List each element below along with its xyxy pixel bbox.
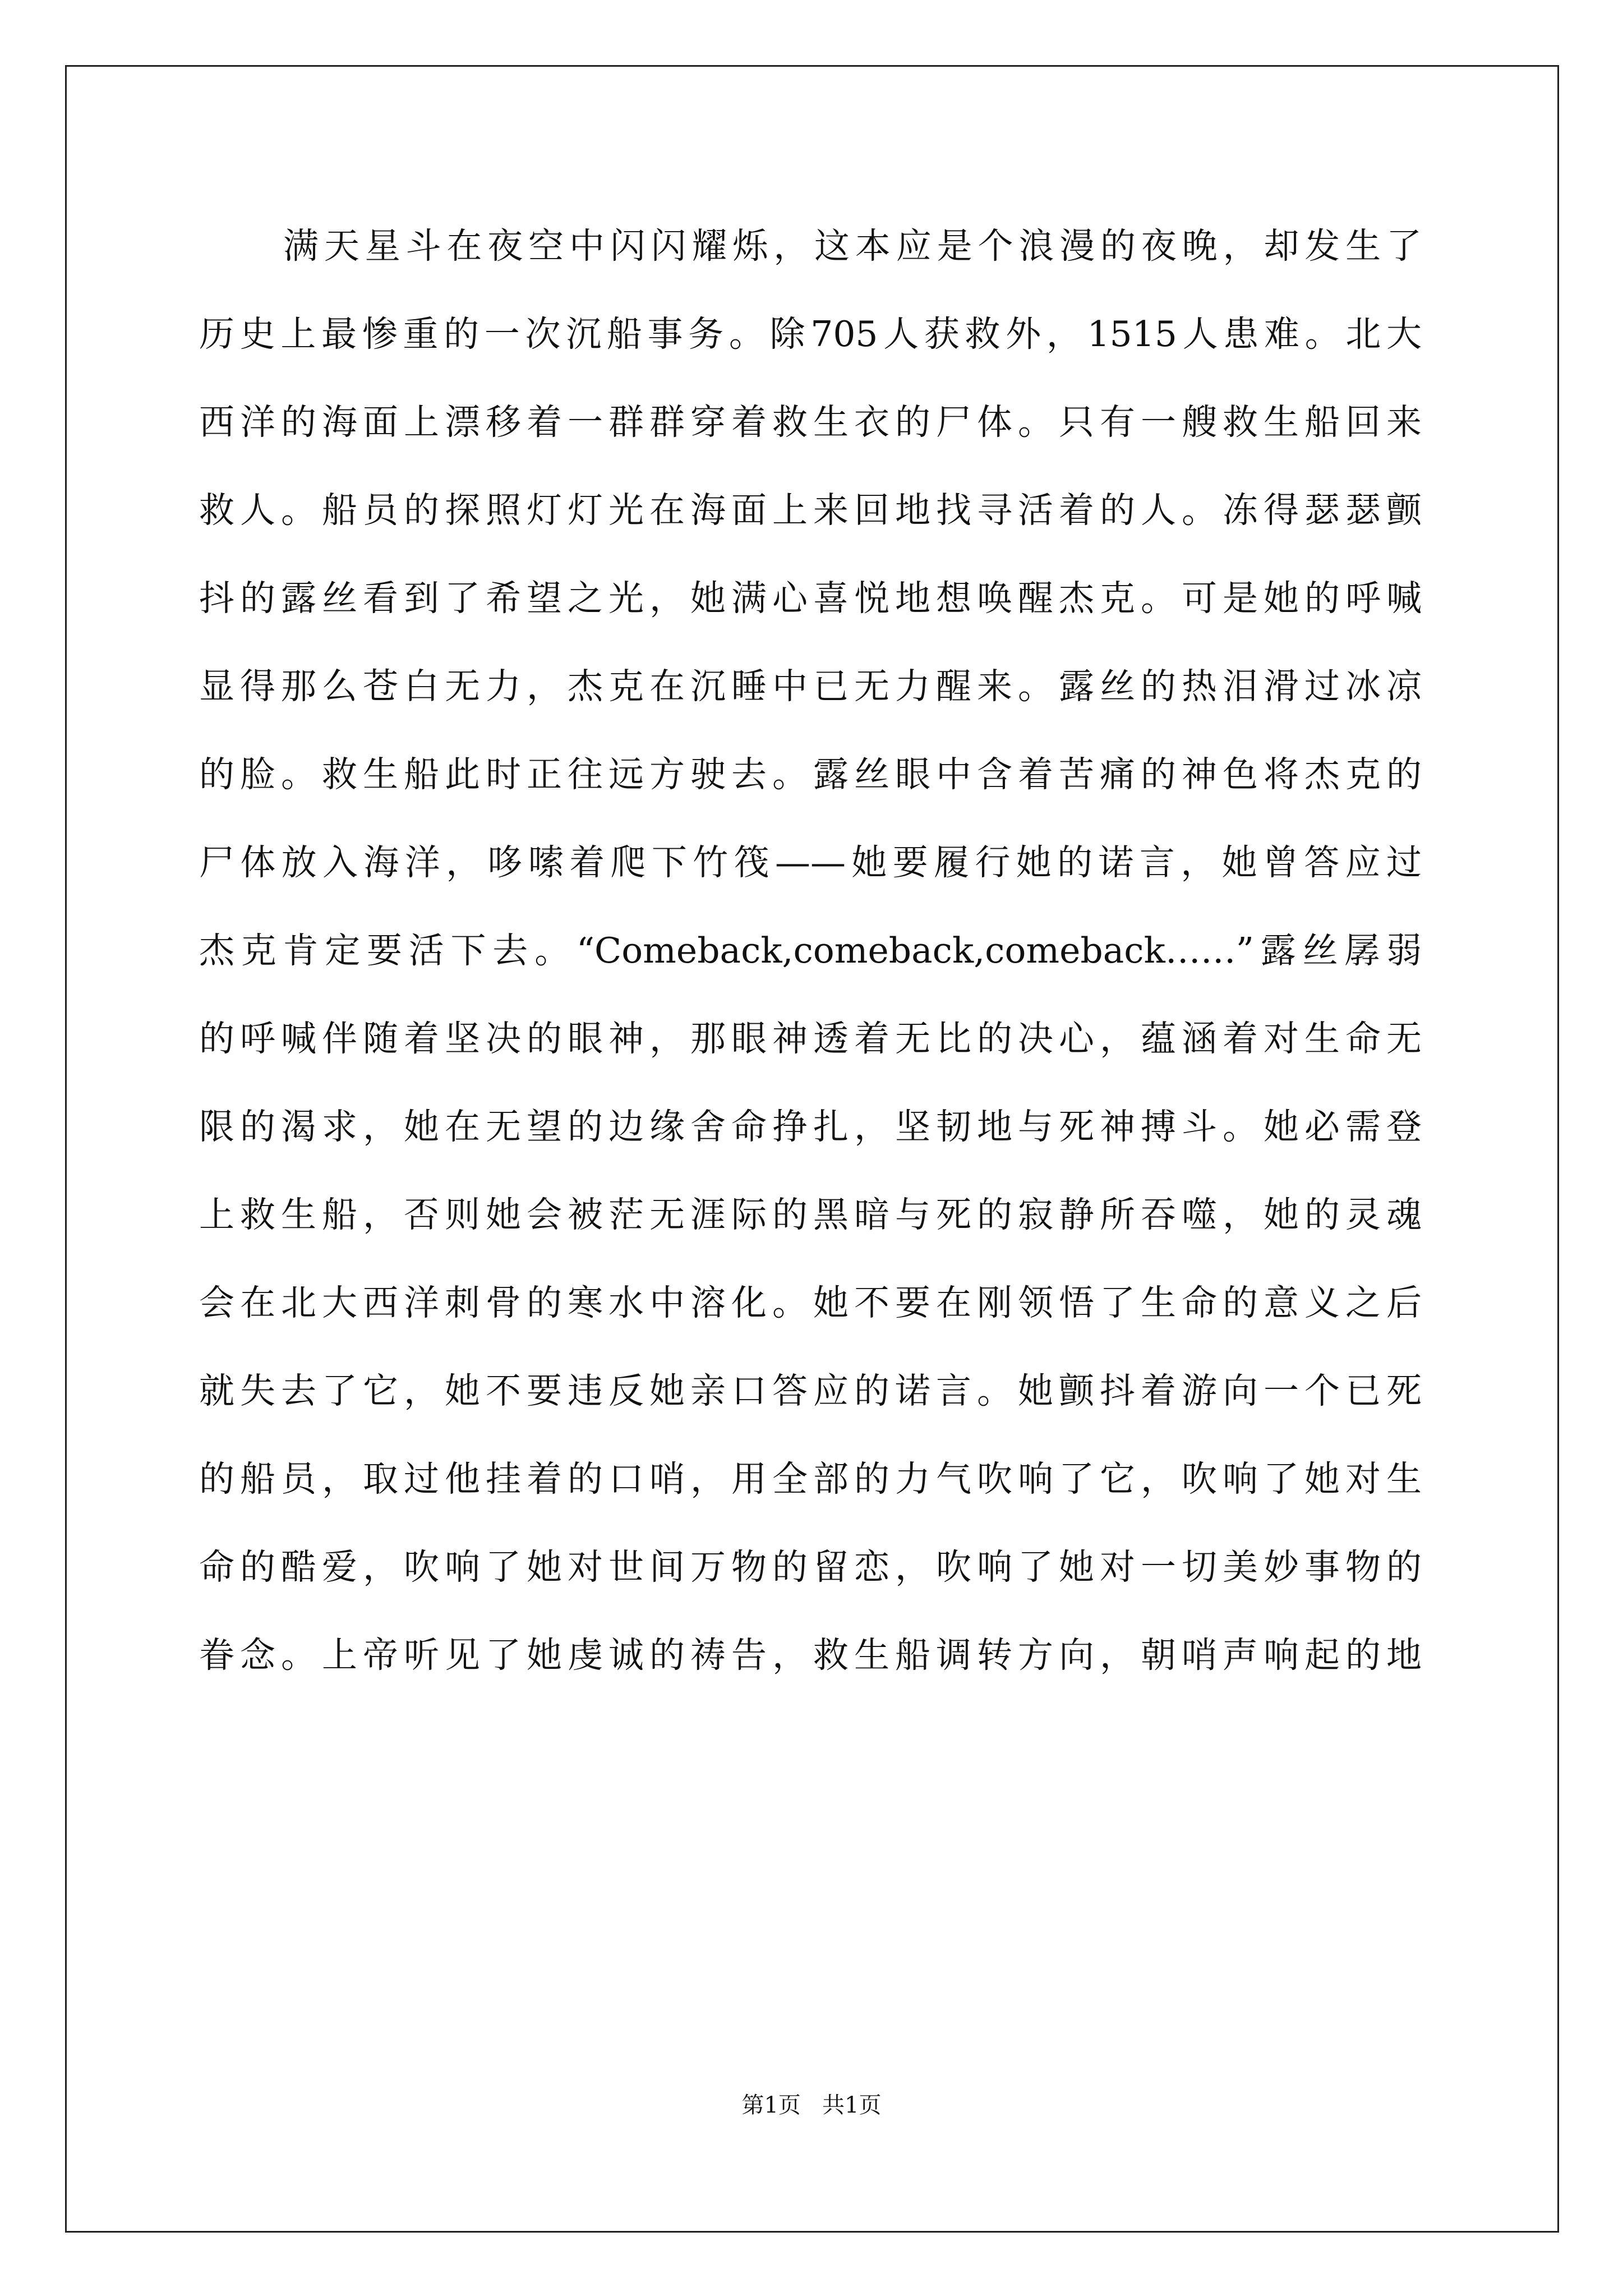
text-line: 就失去了它，她不要违反她亲口答应的诺言。她颤抖着游向一个已死 [199, 1370, 1422, 1411]
text-line: 杰克肯定要活下去。“Comeback,comeback,comeback……”露丝孱弱 [199, 930, 1422, 971]
text-line: 历史上最惨重的一次沉船事务。除705人获救外，1515人患难。北大 [199, 314, 1422, 355]
text-line: 眷念。上帝听见了她虔诚的祷告，救生船调转方向，朝哨声响起的地 [199, 1635, 1422, 1676]
text-line: 抖的露丝看到了希望之光，她满心喜悦地想唤醒杰克。可是她的呼喊 [199, 578, 1422, 619]
page-number: 第1页 共1页 [741, 2092, 882, 2118]
text-line: 显得那么苍白无力，杰克在沉睡中已无力醒来。露丝的热泪滑过冰凉 [199, 666, 1422, 707]
text-line: 满天星斗在夜空中闪闪耀烁，这本应是个浪漫的夜晚，却发生了 [283, 226, 1422, 266]
text-line: 上救生船，否则她会被茫无涯际的黑暗与死的寂静所吞噬，她的灵魂 [199, 1194, 1422, 1235]
text-line: 西洋的海面上漂移着一群群穿着救生衣的尸体。只有一艘救生船回来 [199, 402, 1422, 443]
text-line: 救人。船员的探照灯灯光在海面上来回地找寻活着的人。冻得瑟瑟颤 [199, 490, 1422, 531]
text-line: 命的酷爱，吹响了她对世间万物的留恋，吹响了她对一切美妙事物的 [199, 1547, 1422, 1588]
text-line: 尸体放入海洋，哆嗦着爬下竹筏——她要履行她的诺言，她曾答应过 [199, 842, 1422, 883]
text-line: 的船员，取过他挂着的口哨，用全部的力气吹响了它，吹响了她对生 [199, 1458, 1422, 1499]
text-line: 的脸。救生船此时正往远方驶去。露丝眼中含着苦痛的神色将杰克的 [199, 754, 1422, 795]
text-line: 的呼喊伴随着坚决的眼神，那眼神透着无比的决心，蕴涵着对生命无 [199, 1018, 1422, 1059]
text-line: 限的渴求，她在无望的边缘舍命挣扎，坚韧地与死神搏斗。她必需登 [199, 1106, 1422, 1147]
text-line: 会在北大西洋刺骨的寒水中溶化。她不要在刚领悟了生命的意义之后 [199, 1282, 1422, 1323]
body-text [199, 202, 1422, 1699]
